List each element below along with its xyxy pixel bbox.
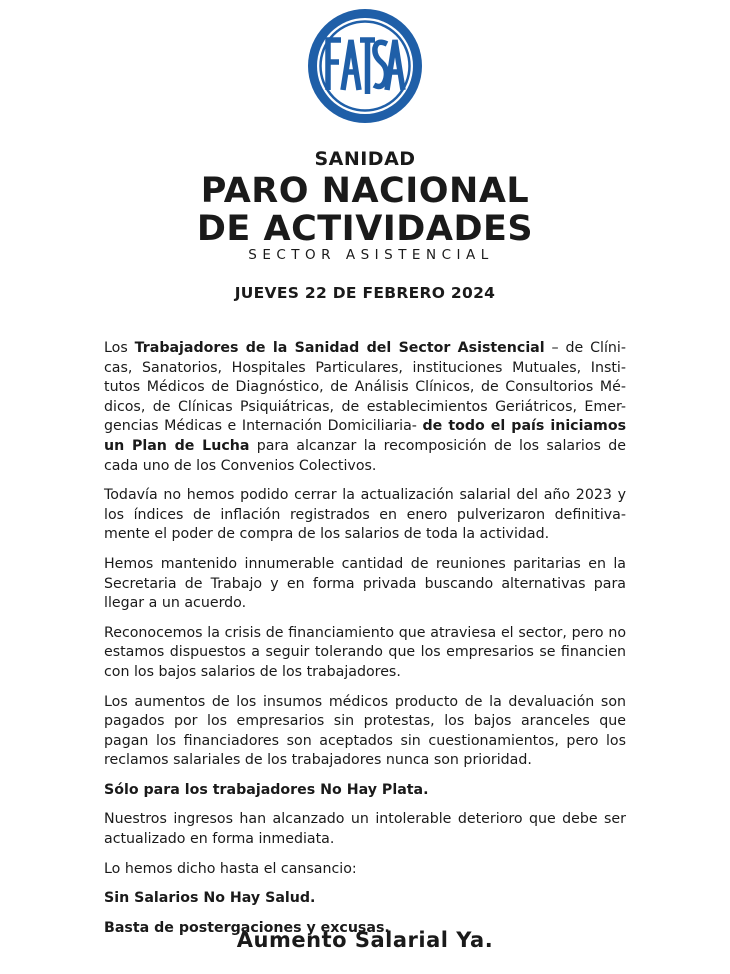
paragraph-9 (104, 889, 626, 909)
paragraph-3: Hemos mantenido innumerable cantidad de reuniones paritarias en la Secretaria de Trabajo y en forma privada buscando alternativas para llegar a un acuerdo. (104, 555, 626, 612)
p1-bold-2: de todo el país iniciamos un Plan de Lucha (104, 418, 627, 454)
p9-bold: Sin Salarios No Hay Salud. (104, 890, 316, 907)
sector-kicker: SANIDAD (314, 148, 416, 170)
paragraph-2: Todavía no hemos podido cerrar la actualización salarial del año 2023 y los índices de inflación registrados en enero pulverizaron definitiva-mente el poder de compra de los salarios de toda la actividad. (104, 487, 626, 543)
paragraph-8: Lo hemos dicho hasta el cansancio: (104, 860, 357, 877)
p1-text-1: Los (104, 340, 135, 356)
paragraph-7: Nuestros ingresos han alcanzado un intolerable deterioro que debe ser actualizado en forma inmediata. (104, 811, 626, 848)
page-title (0, 172, 730, 248)
p1-bold-1: Trabajadores de la Sanidad del Sector Asistencial (134, 340, 545, 356)
closing-slogan: Aumento Salarial Ya. (236, 928, 494, 952)
subtitle: SECTOR ASISTENCIAL (248, 247, 494, 263)
paragraph-5: Los aumentos de los insumos médicos producto de la devaluación son pagados por los empresarios sin protestas, los bajos aranceles que pagan los financiadores son aceptados sin cuestionamientos, pero los reclamos salariales de los trabajadores nunca son prioridad. (104, 693, 626, 769)
body-text (104, 339, 626, 948)
paragraph-6 (104, 781, 626, 801)
paragraph-1 (104, 339, 626, 476)
p10-bold: Basta de postergaciones y excusas. (104, 919, 390, 936)
title-line-1: PARO NACIONAL (200, 171, 530, 211)
p1-text-3: para alcanzar la recomposición de los salarios de cada uno de los Convenios Colectivos. (104, 437, 626, 474)
title-line-2: DE ACTIVIDADES (196, 209, 534, 249)
p6-bold: Sólo para los trabajadores No Hay Plata. (104, 781, 429, 798)
fatsa-logo (305, 6, 425, 126)
event-date: JUEVES 22 DE FEBRERO 2024 (234, 284, 496, 302)
paragraph-4: Reconocemos la crisis de financiamiento que atraviesa el sector, pero no estamos dispuestos a seguir tolerando que los empresarios se financien con los bajos salarios de los trabajadores. (104, 624, 626, 680)
p1-text-2: – de Clíni-cas, Sanatorios, Hospitales Particulares, instituciones Mutuales, Insti-tutos Médicos de Diagnóstico, de Análisis Clínicos, de Consultorios Mé-dicos, de Clínicas Psiquiátricas, de establecimientos Geriátricos, Emer-gencias Médicas e Internación Domiciliaria- (104, 340, 626, 435)
